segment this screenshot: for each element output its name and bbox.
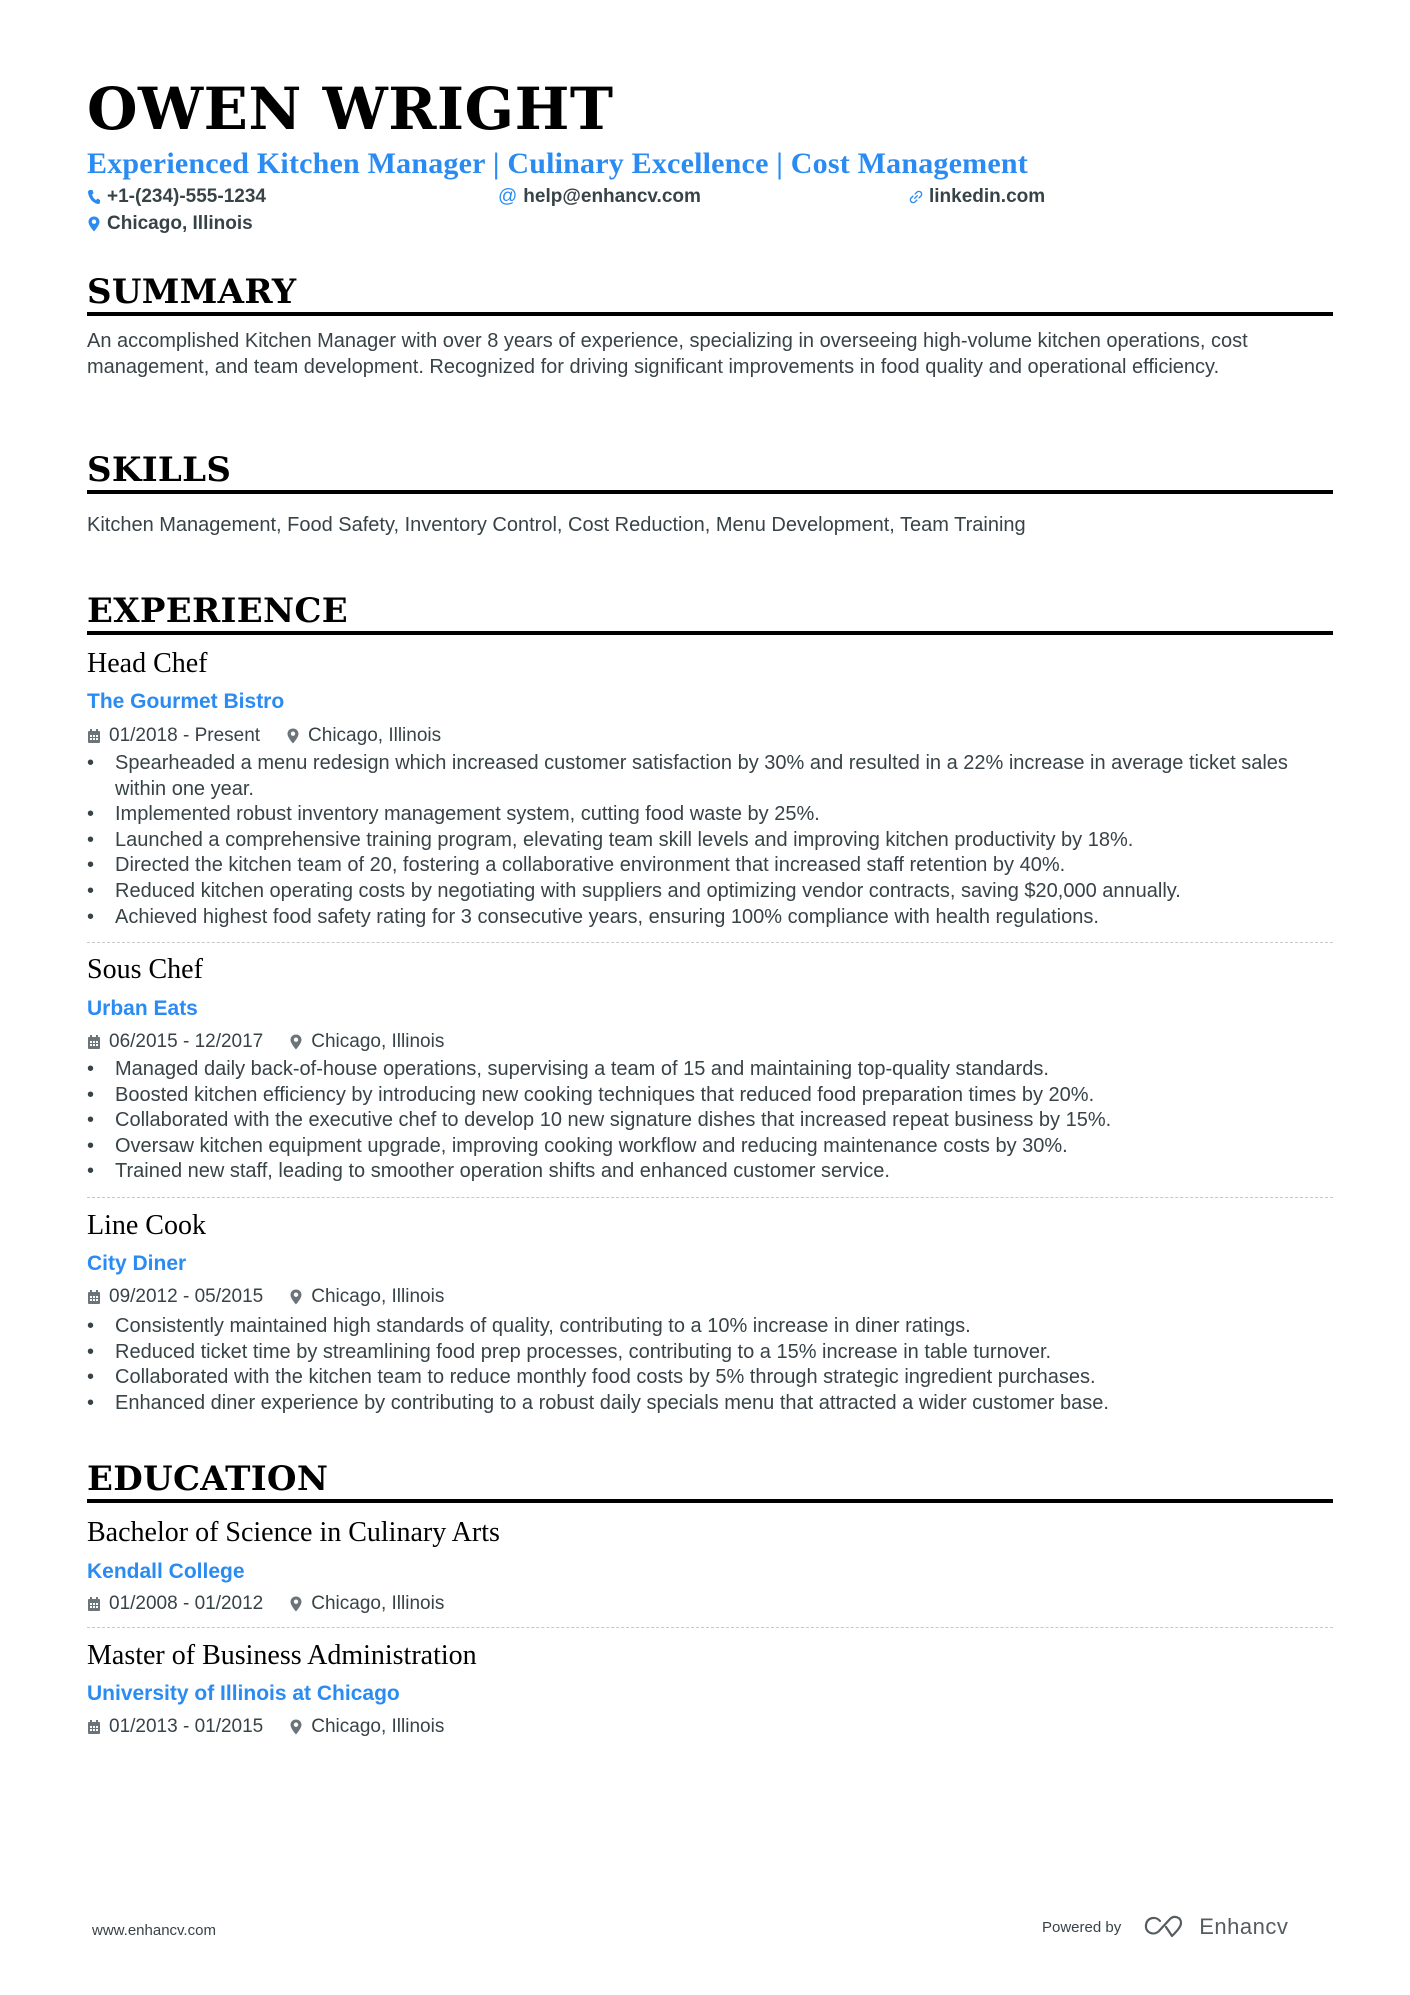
job-location: Chicago, Illinois xyxy=(311,1031,445,1052)
bullet-item: • Spearheaded a menu redesign which increased customer satisfaction by 30% and resulted in a 22% increase in average ticket sales within one year. xyxy=(87,751,1333,802)
job-meta xyxy=(87,1287,444,1306)
job-location: Chicago, Illinois xyxy=(308,725,442,746)
job-title: Line Cook xyxy=(87,1210,206,1241)
entry-separator xyxy=(87,1197,1333,1198)
footer-website-link[interactable]: www.enhancv.com xyxy=(92,1922,216,1939)
company-name: Urban Eats xyxy=(87,997,198,1020)
location-pin-icon xyxy=(289,1289,303,1305)
bullet-item: • Implemented robust inventory management system, cutting food waste by 25%. xyxy=(87,802,1333,828)
enhancv-brand-text: Enhancv xyxy=(1199,1914,1289,1939)
job-meta xyxy=(87,726,441,745)
degree-title: Master of Business Administration xyxy=(87,1640,477,1671)
website-text[interactable]: linkedin.com xyxy=(929,186,1046,207)
entry-separator xyxy=(87,1627,1333,1628)
skills-text: Kitchen Management, Food Safety, Inventory Control, Cost Reduction, Menu Development, Team Training xyxy=(87,514,1026,536)
education-divider xyxy=(87,1499,1333,1503)
enhancv-logo[interactable] xyxy=(1143,1914,1288,1940)
contact-email[interactable] xyxy=(498,186,701,208)
education-dates: 01/2013 - 01/2015 xyxy=(109,1716,264,1737)
summary-divider xyxy=(87,312,1333,316)
job-meta xyxy=(87,1032,444,1051)
bullet-item: • Collaborated with the kitchen team to reduce monthly food costs by 5% through strategic ingredient purchases. xyxy=(87,1365,1333,1391)
education-location: Chicago, Illinois xyxy=(311,1593,445,1614)
enhancv-logo-icon xyxy=(1143,1915,1189,1939)
education-meta xyxy=(87,1717,444,1736)
experience-heading: EXPERIENCE xyxy=(87,591,348,631)
at-icon: @ xyxy=(498,186,518,207)
job-location: Chicago, Illinois xyxy=(311,1286,445,1307)
job-bullets xyxy=(87,751,1333,930)
bullet-item: • Launched a comprehensive training program, elevating team skill levels and improving kitchen productivity by 18%. xyxy=(87,828,1333,854)
calendar-icon xyxy=(87,1719,101,1735)
bullet-item: • Consistently maintained high standards of quality, contributing to a 10% increase in diner ratings. xyxy=(87,1314,1333,1340)
job-bullets xyxy=(87,1057,1333,1185)
calendar-icon xyxy=(87,1596,101,1612)
link-icon xyxy=(909,189,923,205)
school-name: University of Illinois at Chicago xyxy=(87,1682,400,1705)
phone-icon xyxy=(87,189,101,205)
education-heading: EDUCATION xyxy=(87,1459,329,1499)
job-title: Sous Chef xyxy=(87,954,203,985)
job-dates: 06/2015 - 12/2017 xyxy=(109,1031,264,1052)
phone-text: +1-(234)-555-1234 xyxy=(107,186,266,207)
calendar-icon xyxy=(87,1034,101,1050)
bullet-item: • Trained new staff, leading to smoother operation shifts and enhanced customer service. xyxy=(87,1159,1333,1185)
bullet-item: • Boosted kitchen efficiency by introducing new cooking techniques that reduced food preparation times by 20%. xyxy=(87,1083,1333,1109)
entry-separator xyxy=(87,942,1333,943)
location-pin-icon xyxy=(289,1596,303,1612)
candidate-title: Experienced Kitchen Manager | Culinary Excellence | Cost Management xyxy=(87,147,1028,180)
bullet-item: • Collaborated with the executive chef to develop 10 new signature dishes that increased repeat business by 15%. xyxy=(87,1108,1333,1134)
job-title: Head Chef xyxy=(87,648,208,679)
location-pin-icon xyxy=(289,1719,303,1735)
footer-branding xyxy=(1042,1914,1288,1940)
bullet-item: • Reduced kitchen operating costs by negotiating with suppliers and optimizing vendor contracts, saving $20,000 annually. xyxy=(87,879,1333,905)
location-pin-icon xyxy=(286,728,300,744)
education-location: Chicago, Illinois xyxy=(311,1716,445,1737)
location-pin-icon xyxy=(87,216,101,232)
job-dates: 01/2018 - Present xyxy=(109,725,261,746)
education-dates: 01/2008 - 01/2012 xyxy=(109,1593,264,1614)
experience-divider xyxy=(87,631,1333,635)
company-name: City Diner xyxy=(87,1252,187,1275)
job-bullets xyxy=(87,1314,1333,1416)
job-dates: 09/2012 - 05/2015 xyxy=(109,1286,264,1307)
contact-website[interactable] xyxy=(909,186,1045,208)
powered-by-label: Powered by xyxy=(1042,1918,1122,1936)
skills-heading: SKILLS xyxy=(87,450,232,490)
education-meta xyxy=(87,1594,444,1613)
bullet-item: • Enhanced diner experience by contributing to a robust daily specials menu that attracted a wider customer base. xyxy=(87,1391,1333,1417)
bullet-item: • Directed the kitchen team of 20, fostering a collaborative environment that increased staff retention by 40%. xyxy=(87,853,1333,879)
candidate-name: OWEN WRIGHT xyxy=(87,75,614,143)
location-pin-icon xyxy=(289,1034,303,1050)
email-text[interactable]: help@enhancv.com xyxy=(523,186,701,207)
calendar-icon xyxy=(87,728,101,744)
contact-phone xyxy=(87,186,266,208)
company-name: The Gourmet Bistro xyxy=(87,690,285,713)
bullet-item: • Oversaw kitchen equipment upgrade, improving cooking workflow and reducing maintenance costs by 30%. xyxy=(87,1134,1333,1160)
bullet-item: • Reduced ticket time by streamlining food prep processes, contributing to a 15% increase in table turnover. xyxy=(87,1340,1333,1366)
calendar-icon xyxy=(87,1289,101,1305)
school-name: Kendall College xyxy=(87,1560,245,1583)
summary-text: An accomplished Kitchen Manager with over 8 years of experience, specializing in overseeing high-volume kitchen operations, cost management, and team development. Recognized for driving significant improvements in food quality and operational efficiency. xyxy=(87,330,1248,378)
bullet-item: • Managed daily back-of-house operations, supervising a team of 15 and maintaining top-quality standards. xyxy=(87,1057,1333,1083)
bullet-item: • Achieved highest food safety rating for 3 consecutive years, ensuring 100% compliance with health regulations. xyxy=(87,905,1333,931)
degree-title: Bachelor of Science in Culinary Arts xyxy=(87,1517,500,1548)
location-text: Chicago, Illinois xyxy=(107,213,253,234)
skills-divider xyxy=(87,490,1333,494)
contact-location xyxy=(87,213,253,235)
summary-heading: SUMMARY xyxy=(87,272,297,312)
